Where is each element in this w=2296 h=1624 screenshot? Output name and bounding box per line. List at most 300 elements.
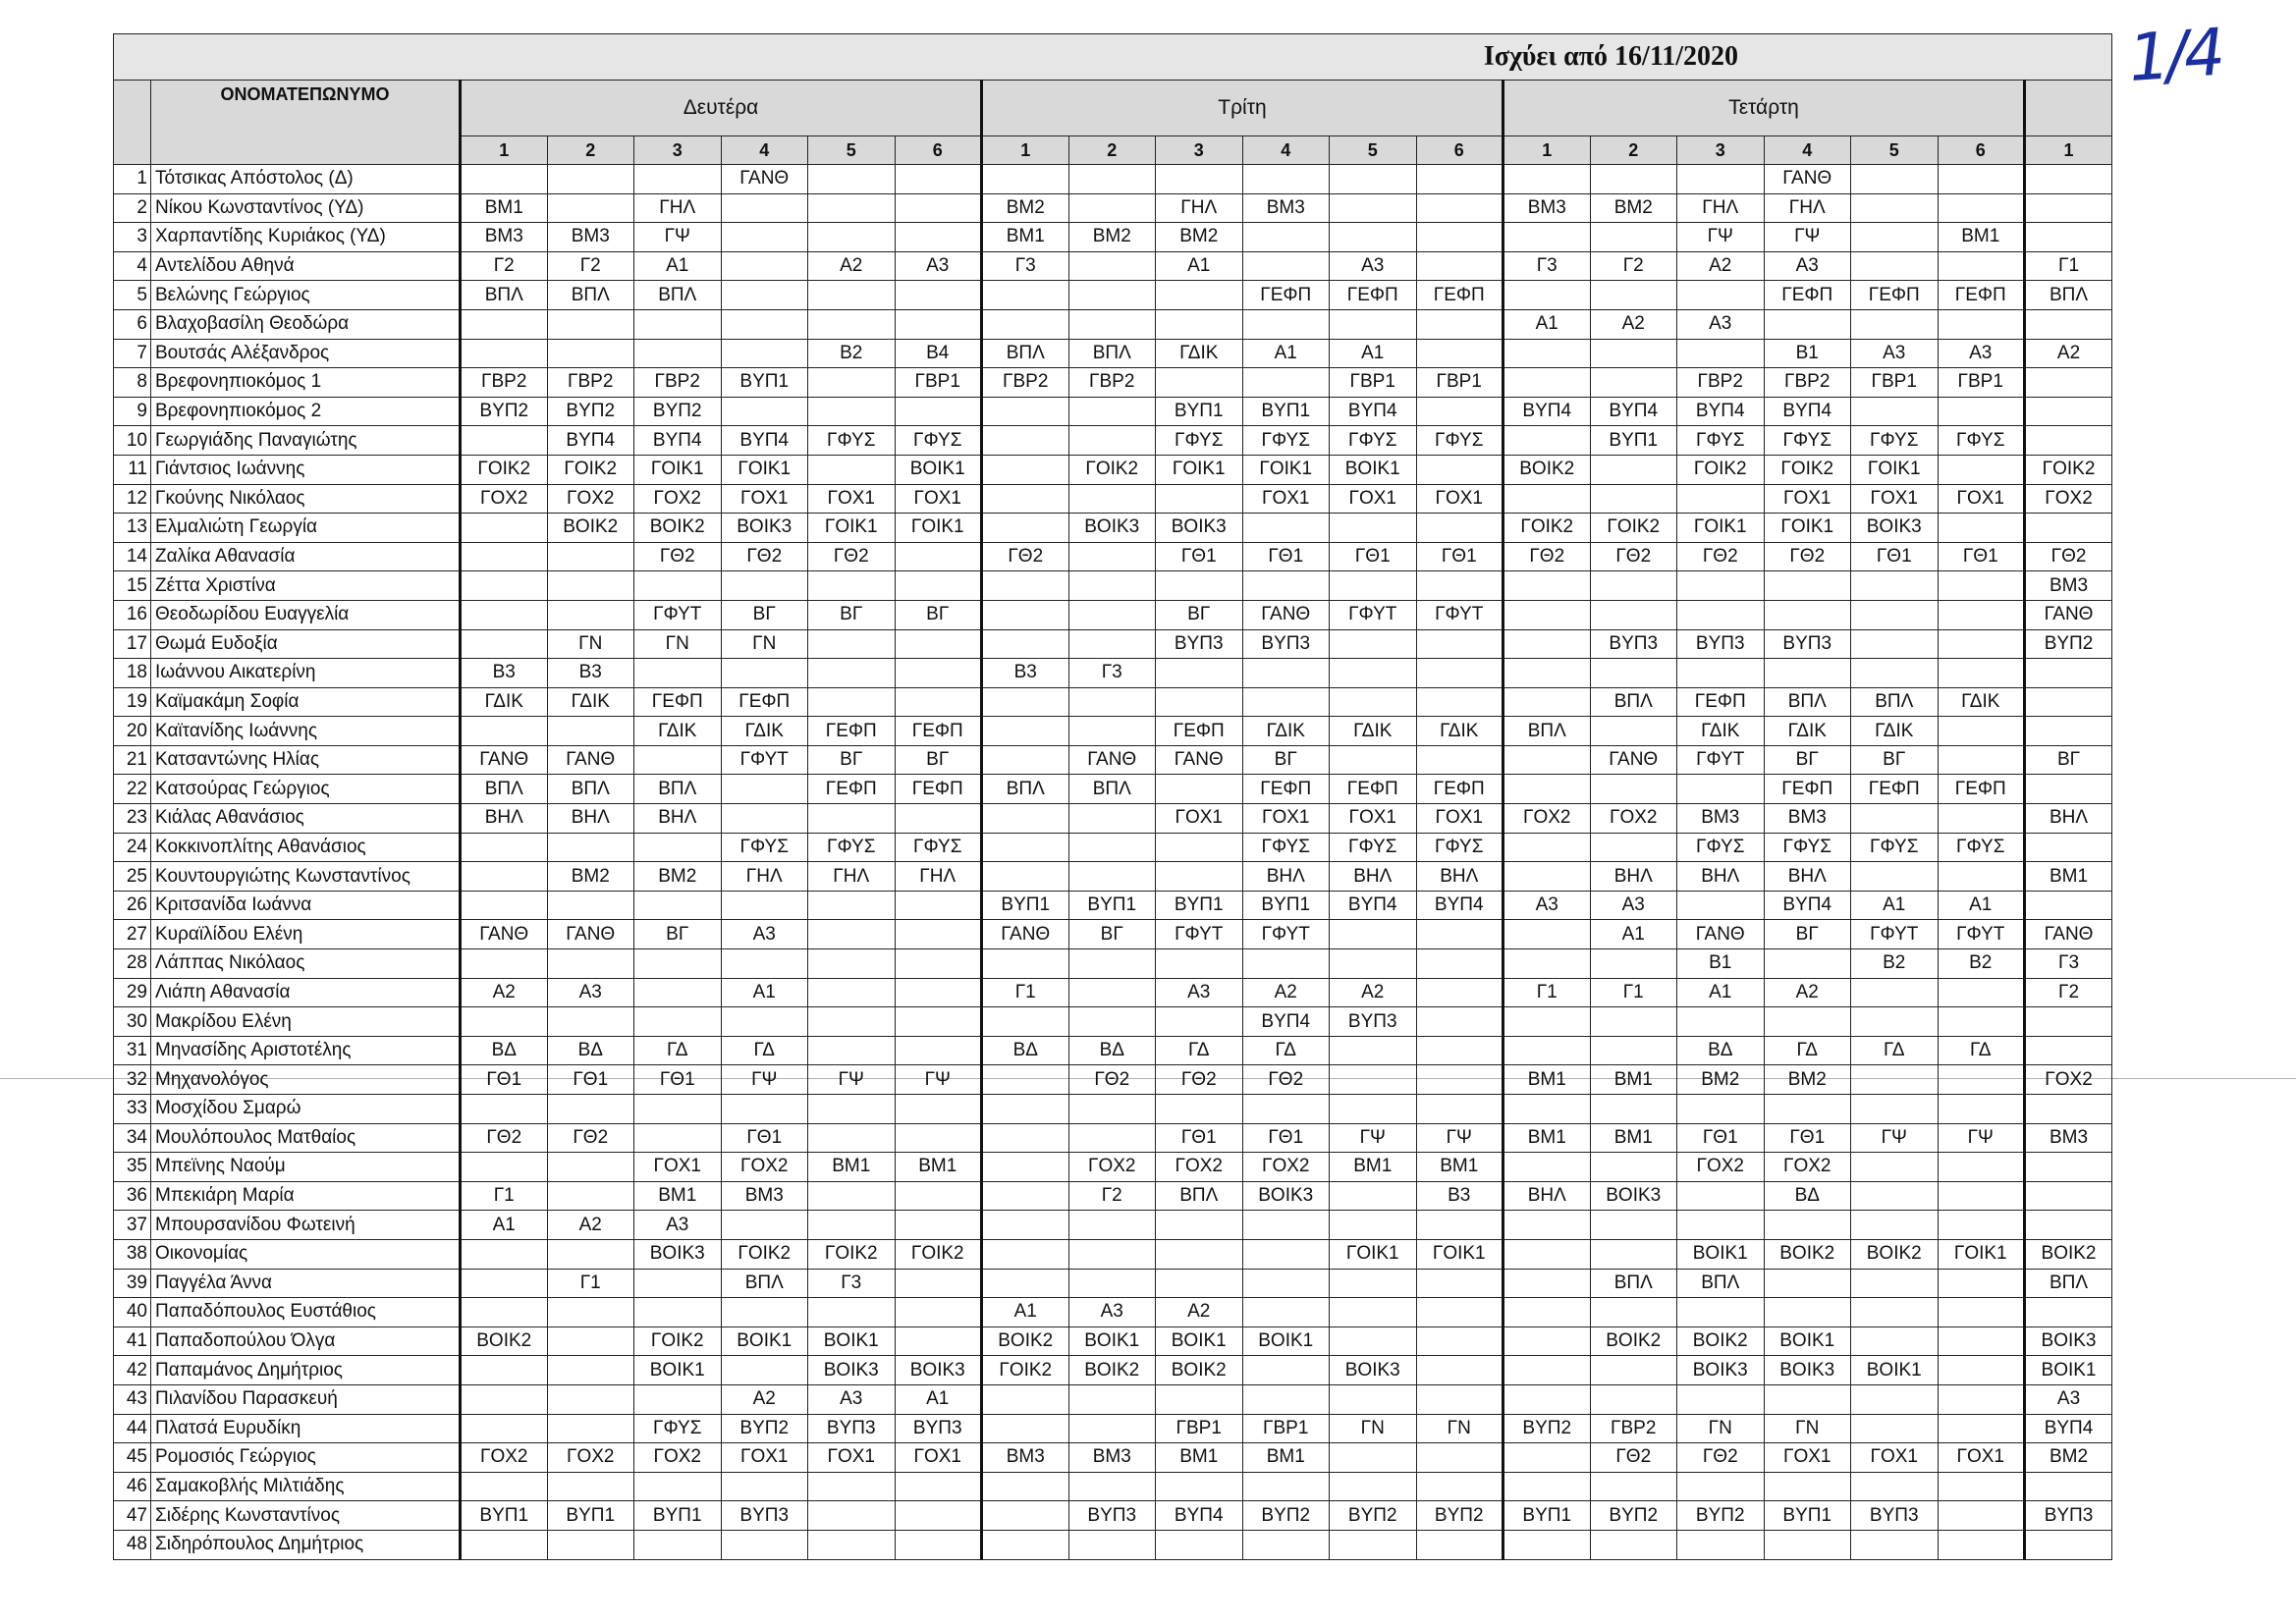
schedule-cell [634, 165, 722, 194]
schedule-cell: Α2 [1156, 1298, 1243, 1327]
schedule-cell [2025, 687, 2112, 717]
schedule-cell [1851, 629, 1939, 659]
schedule-cell [1068, 1239, 1156, 1269]
schedule-cell [808, 1181, 896, 1211]
schedule-cell [1330, 1384, 1417, 1414]
schedule-cell [547, 1356, 634, 1385]
schedule-cell [1242, 1239, 1330, 1269]
schedule-cell [982, 455, 1069, 484]
schedule-cell [1330, 571, 1417, 601]
schedule-cell [982, 426, 1069, 456]
schedule-cell: ΓΘ1 [1677, 1123, 1765, 1153]
schedule-cell: ΓΦΥΤ [1938, 920, 2025, 949]
schedule-cell [634, 1384, 722, 1414]
schedule-cell: ΒΥΠ4 [2025, 1414, 2112, 1443]
schedule-cell: ΒΟΙΚ3 [895, 1356, 982, 1385]
schedule-cell [1851, 251, 1939, 281]
table-row [114, 484, 2112, 514]
schedule-cell [1851, 397, 1939, 426]
teacher-name: Βουτσάς Αλέξανδρος [151, 339, 461, 368]
schedule-cell: Β3 [461, 659, 548, 688]
schedule-cell: ΓΔ [1242, 1036, 1330, 1065]
schedule-cell [1068, 949, 1156, 979]
schedule-cell: Α3 [721, 920, 808, 949]
schedule-cell: Α1 [1156, 251, 1243, 281]
schedule-cell: ΓΔΙΚ [1764, 717, 1851, 746]
schedule-cell: ΓΕΦΠ [1330, 281, 1417, 310]
period-header: 2 [1590, 136, 1677, 165]
schedule-cell: Α3 [808, 1384, 896, 1414]
schedule-cell: ΓΟΙΚ2 [1764, 455, 1851, 484]
schedule-cell: ΓΔ [1764, 1036, 1851, 1065]
schedule-cell [461, 862, 548, 892]
schedule-cell [1330, 1530, 1417, 1559]
schedule-cell: ΓΦΥΣ [895, 833, 982, 862]
schedule-cell [982, 1414, 1069, 1443]
row-number: 23 [114, 804, 151, 834]
schedule-cell [1590, 339, 1677, 368]
schedule-cell: ΒΥΠ1 [1764, 1501, 1851, 1531]
schedule-cell [895, 309, 982, 339]
schedule-cell [634, 833, 722, 862]
schedule-cell: ΓΦΥΣ [634, 1414, 722, 1443]
schedule-cell [1677, 659, 1765, 688]
schedule-cell [1938, 1298, 2025, 1327]
schedule-cell [461, 1153, 548, 1182]
teacher-name: Ζαλίκα Αθανασία [151, 542, 461, 571]
schedule-cell [721, 1356, 808, 1385]
schedule-cell [2025, 1298, 2112, 1327]
schedule-cell: ΒΜ1 [634, 1181, 722, 1211]
schedule-cell: ΓΕΦΠ [1416, 281, 1503, 310]
teacher-name: Πιλανίδου Παρασκευή [151, 1384, 461, 1414]
row-number: 46 [114, 1472, 151, 1501]
schedule-cell [1590, 775, 1677, 804]
schedule-cell: ΓΟΙΚ1 [1677, 514, 1765, 543]
schedule-cell: ΓΦΥΣ [1330, 426, 1417, 456]
teacher-name: Νίκου Κωνσταντίνος (ΥΔ) [151, 193, 461, 223]
schedule-cell [1503, 659, 1591, 688]
row-number: 10 [114, 426, 151, 456]
schedule-cell [1851, 1472, 1939, 1501]
schedule-cell: ΓΕΦΠ [895, 775, 982, 804]
schedule-cell [721, 1298, 808, 1327]
schedule-cell: Α1 [1851, 891, 1939, 920]
schedule-cell [1416, 1472, 1503, 1501]
schedule-cell [982, 514, 1069, 543]
schedule-cell: Α2 [808, 251, 896, 281]
schedule-cell: ΒΥΠ3 [721, 1501, 808, 1531]
schedule-cell [982, 309, 1069, 339]
schedule-cell: ΓΟΧ1 [808, 484, 896, 514]
schedule-cell [1503, 1326, 1591, 1356]
schedule-cell [1503, 484, 1591, 514]
schedule-cell: ΒΜ3 [1503, 193, 1591, 223]
schedule-cell [1851, 1269, 1939, 1298]
schedule-cell: ΓΟΙΚ1 [808, 514, 896, 543]
schedule-cell [1590, 1298, 1677, 1327]
schedule-cell [1416, 223, 1503, 252]
row-number: 47 [114, 1501, 151, 1531]
schedule-cell: ΒΟΙΚ2 [2025, 1239, 2112, 1269]
schedule-cell [1677, 1181, 1765, 1211]
schedule-cell [1242, 659, 1330, 688]
schedule-cell [634, 1095, 722, 1124]
schedule-cell [1938, 193, 2025, 223]
schedule-cell [1938, 514, 2025, 543]
schedule-cell: ΓΘ2 [1503, 542, 1591, 571]
row-number: 15 [114, 571, 151, 601]
schedule-cell [1590, 1472, 1677, 1501]
schedule-cell: ΓΟΧ1 [1938, 1443, 2025, 1473]
schedule-cell [808, 571, 896, 601]
schedule-cell: ΓΟΙΚ2 [982, 1356, 1069, 1385]
schedule-cell: ΒΟΙΚ3 [1590, 1181, 1677, 1211]
schedule-cell: ΒΟΙΚ3 [1156, 514, 1243, 543]
schedule-cell: ΒΥΠ4 [1416, 891, 1503, 920]
table-row [114, 1501, 2112, 1531]
schedule-cell: ΒΠΛ [461, 775, 548, 804]
schedule-cell [1156, 949, 1243, 979]
schedule-cell: ΓΟΙΚ2 [1590, 514, 1677, 543]
row-number: 35 [114, 1153, 151, 1182]
schedule-cell [1590, 1007, 1677, 1037]
schedule-cell: ΓΨ [1851, 1123, 1939, 1153]
schedule-cell [721, 949, 808, 979]
schedule-cell [895, 571, 982, 601]
schedule-cell [461, 514, 548, 543]
schedule-cell [1938, 1269, 2025, 1298]
schedule-cell: ΓΦΥΣ [1851, 833, 1939, 862]
schedule-cell: ΒΟΙΚ1 [2025, 1356, 2112, 1385]
schedule-cell: ΓΔΙΚ [461, 687, 548, 717]
schedule-cell [1938, 1211, 2025, 1240]
schedule-cell: ΒΔ [982, 1036, 1069, 1065]
valid-from-label: Ισχύει από 16/11/2020 [114, 34, 2112, 81]
schedule-cell: ΓΕΦΠ [1851, 281, 1939, 310]
schedule-cell [1416, 1356, 1503, 1385]
schedule-cell [1503, 745, 1591, 775]
schedule-cell [1330, 1065, 1417, 1095]
schedule-cell [461, 717, 548, 746]
schedule-cell [1416, 397, 1503, 426]
schedule-cell [1764, 309, 1851, 339]
schedule-cell [982, 949, 1069, 979]
schedule-cell: ΓΒΡ2 [1764, 368, 1851, 398]
schedule-cell [547, 833, 634, 862]
schedule-cell [1764, 1007, 1851, 1037]
schedule-cell: ΓΟΙΚ1 [1764, 514, 1851, 543]
schedule-cell: Α2 [1330, 978, 1417, 1007]
schedule-cell: ΒΥΠ2 [1590, 1501, 1677, 1531]
schedule-cell [1416, 687, 1503, 717]
schedule-cell [982, 1384, 1069, 1414]
teacher-name: Σαμακοβλής Μιλτιάδης [151, 1472, 461, 1501]
row-number: 31 [114, 1036, 151, 1065]
schedule-cell: ΒΗΛ [1503, 1181, 1591, 1211]
schedule-cell: ΓΑΝΘ [2025, 920, 2112, 949]
teacher-name: Μηχανολόγος [151, 1065, 461, 1095]
schedule-cell [1851, 1326, 1939, 1356]
schedule-cell [1068, 804, 1156, 834]
schedule-cell [1503, 949, 1591, 979]
row-number: 19 [114, 687, 151, 717]
schedule-cell: ΒΥΠ4 [721, 426, 808, 456]
schedule-cell: ΓΟΧ1 [1416, 804, 1503, 834]
schedule-cell: ΓΒΡ1 [1330, 368, 1417, 398]
schedule-cell: ΓΦΥΣ [1416, 833, 1503, 862]
schedule-cell: ΒΟΙΚ2 [1068, 1356, 1156, 1385]
schedule-cell [721, 1530, 808, 1559]
table-row [114, 659, 2112, 688]
schedule-cell [1938, 1384, 2025, 1414]
schedule-cell [895, 1530, 982, 1559]
schedule-cell: ΒΥΠ4 [1156, 1501, 1243, 1531]
schedule-cell [1764, 1472, 1851, 1501]
schedule-cell: ΓΟΧ1 [1851, 1443, 1939, 1473]
schedule-cell: ΓΔΙΚ [1416, 717, 1503, 746]
schedule-cell: ΓΟΙΚ2 [461, 455, 548, 484]
schedule-cell [1938, 804, 2025, 834]
schedule-cell: Γ1 [547, 1269, 634, 1298]
schedule-cell [1503, 1472, 1591, 1501]
schedule-cell: Α3 [895, 251, 982, 281]
schedule-cell [1503, 833, 1591, 862]
table-row [114, 775, 2112, 804]
schedule-cell [1503, 165, 1591, 194]
schedule-cell: ΓΝ [1330, 1414, 1417, 1443]
schedule-cell [721, 309, 808, 339]
row-number: 28 [114, 949, 151, 979]
schedule-cell [982, 281, 1069, 310]
table-row [114, 804, 2112, 834]
schedule-cell: ΒΜ3 [461, 223, 548, 252]
schedule-cell: ΓΨ [721, 1065, 808, 1095]
schedule-cell: Γ3 [1503, 251, 1591, 281]
schedule-cell: ΓΔΙΚ [1938, 687, 2025, 717]
schedule-cell [1938, 1153, 2025, 1182]
schedule-cell: ΓΟΧ1 [808, 1443, 896, 1473]
schedule-cell [1938, 1326, 2025, 1356]
schedule-cell [895, 659, 982, 688]
schedule-cell [1416, 251, 1503, 281]
schedule-cell [1503, 1036, 1591, 1065]
schedule-cell [1851, 1007, 1939, 1037]
schedule-cell: ΒΜ1 [982, 223, 1069, 252]
schedule-cell: Α2 [1764, 978, 1851, 1007]
schedule-cell [1590, 833, 1677, 862]
schedule-cell: ΓΔΙΚ [1156, 339, 1243, 368]
schedule-cell [1590, 1356, 1677, 1385]
row-number: 4 [114, 251, 151, 281]
schedule-cell [808, 1501, 896, 1531]
schedule-cell [1416, 514, 1503, 543]
schedule-cell: ΓΟΧ2 [1764, 1153, 1851, 1182]
schedule-cell: ΒΗΛ [547, 804, 634, 834]
schedule-cell [1503, 1443, 1591, 1473]
schedule-cell [982, 833, 1069, 862]
schedule-cell [2025, 193, 2112, 223]
schedule-cell [1068, 1414, 1156, 1443]
schedule-cell [1416, 745, 1503, 775]
schedule-cell [1416, 1095, 1503, 1124]
schedule-cell [982, 804, 1069, 834]
teacher-name: Παπαδοπούλου Όλγα [151, 1326, 461, 1356]
schedule-cell: ΓΝ [547, 629, 634, 659]
schedule-cell [982, 397, 1069, 426]
schedule-cell [1156, 862, 1243, 892]
schedule-cell: ΓΒΡ2 [1068, 368, 1156, 398]
schedule-cell [1416, 1036, 1503, 1065]
schedule-cell [1938, 455, 2025, 484]
schedule-sheet [113, 33, 2112, 1560]
teacher-name: Οικονομίας [151, 1239, 461, 1269]
schedule-cell: ΓΦΥΣ [808, 833, 896, 862]
schedule-cell: ΓΘ2 [1242, 1065, 1330, 1095]
schedule-cell [1068, 1472, 1156, 1501]
schedule-cell [547, 949, 634, 979]
schedule-cell: ΓΦΥΣ [1242, 833, 1330, 862]
schedule-cell [982, 600, 1069, 629]
schedule-cell [1590, 571, 1677, 601]
schedule-cell [1068, 629, 1156, 659]
table-row [114, 1269, 2112, 1298]
schedule-cell [547, 1530, 634, 1559]
schedule-cell: ΓΗΛ [721, 862, 808, 892]
schedule-cell [1242, 949, 1330, 979]
schedule-cell: Α3 [1851, 339, 1939, 368]
schedule-cell [895, 542, 982, 571]
table-row [114, 1384, 2112, 1414]
schedule-cell [808, 1472, 896, 1501]
schedule-cell [2025, 1007, 2112, 1037]
schedule-cell [1416, 1007, 1503, 1037]
schedule-cell: ΓΟΧ1 [1330, 804, 1417, 834]
schedule-cell [1068, 687, 1156, 717]
schedule-cell [895, 804, 982, 834]
schedule-cell: ΓΟΙΚ1 [1938, 1239, 2025, 1269]
schedule-cell [1677, 281, 1765, 310]
schedule-cell: ΒΟΙΚ3 [1242, 1181, 1330, 1211]
schedule-cell [1068, 571, 1156, 601]
row-number: 36 [114, 1181, 151, 1211]
schedule-cell: ΓΟΙΚ1 [721, 455, 808, 484]
row-number: 24 [114, 833, 151, 862]
schedule-cell: ΒΟΙΚ3 [1068, 514, 1156, 543]
schedule-cell [982, 717, 1069, 746]
row-number: 45 [114, 1443, 151, 1473]
schedule-cell: ΒΜ2 [1156, 223, 1243, 252]
schedule-cell: ΓΝ [1764, 1414, 1851, 1443]
schedule-cell [1330, 920, 1417, 949]
teacher-name: Μουλόπουλος Ματθαίος [151, 1123, 461, 1153]
schedule-cell: ΓΑΝΘ [461, 745, 548, 775]
schedule-cell [1330, 1472, 1417, 1501]
schedule-cell [982, 862, 1069, 892]
schedule-cell [1764, 571, 1851, 601]
schedule-cell: ΓΦΥΣ [1938, 426, 2025, 456]
schedule-cell [1330, 165, 1417, 194]
schedule-cell [1156, 1239, 1243, 1269]
schedule-cell [895, 1095, 982, 1124]
teacher-name: Σιδέρης Κωνσταντίνος [151, 1501, 461, 1531]
teacher-name: Μπουρσανίδου Φωτεινή [151, 1211, 461, 1240]
table-row [114, 368, 2112, 398]
schedule-cell [634, 339, 722, 368]
day-header-continued [2025, 81, 2112, 136]
schedule-cell: ΓΟΙΚ2 [1068, 455, 1156, 484]
schedule-cell [1068, 862, 1156, 892]
schedule-cell: Β2 [1851, 949, 1939, 979]
schedule-cell: ΒΓ [721, 600, 808, 629]
schedule-cell [1677, 1384, 1765, 1414]
schedule-cell: ΓΦΥΤ [1416, 600, 1503, 629]
period-header: 6 [1416, 136, 1503, 165]
schedule-cell [1330, 193, 1417, 223]
schedule-cell [1764, 659, 1851, 688]
schedule-cell: ΒΥΠ1 [1242, 397, 1330, 426]
schedule-cell [1851, 1384, 1939, 1414]
row-number: 21 [114, 745, 151, 775]
schedule-cell: ΓΗΛ [1764, 193, 1851, 223]
schedule-cell [1156, 309, 1243, 339]
schedule-cell: ΒΠΛ [1590, 687, 1677, 717]
schedule-cell: ΓΦΥΤ [721, 745, 808, 775]
schedule-cell: ΒΟΙΚ1 [1764, 1326, 1851, 1356]
schedule-cell [1156, 368, 1243, 398]
schedule-cell: ΓΟΧ2 [1590, 804, 1677, 834]
schedule-cell: ΒΜ2 [1590, 193, 1677, 223]
table-row [114, 949, 2112, 979]
schedule-cell: ΒΥΠ4 [1330, 891, 1417, 920]
teacher-name: Κοκκινοπλίτης Αθανάσιος [151, 833, 461, 862]
schedule-cell [2025, 1530, 2112, 1559]
schedule-cell: Α2 [461, 978, 548, 1007]
schedule-cell: ΓΘ2 [1764, 542, 1851, 571]
schedule-cell: ΓΦΥΤ [1242, 920, 1330, 949]
schedule-cell [1938, 978, 2025, 1007]
schedule-cell [634, 978, 722, 1007]
schedule-cell: ΒΟΙΚ2 [634, 514, 722, 543]
schedule-cell: ΒΥΠ2 [1677, 1501, 1765, 1531]
schedule-cell: ΓΟΙΚ1 [895, 514, 982, 543]
schedule-cell [1677, 1007, 1765, 1037]
schedule-cell [1416, 339, 1503, 368]
schedule-cell: ΓΟΧ1 [721, 484, 808, 514]
schedule-cell: ΒΜ1 [1416, 1153, 1503, 1182]
schedule-cell: ΒΠΛ [1851, 687, 1939, 717]
schedule-cell [1851, 804, 1939, 834]
schedule-cell: ΓΦΥΣ [1677, 426, 1765, 456]
schedule-cell: ΓΘ2 [1590, 1443, 1677, 1473]
schedule-cell: ΓΘ2 [982, 542, 1069, 571]
teacher-name: Κριτσανίδα Ιωάννα [151, 891, 461, 920]
schedule-cell: Γ2 [547, 251, 634, 281]
schedule-cell: ΓΟΧ2 [1068, 1153, 1156, 1182]
schedule-cell: ΓΨ [1677, 223, 1765, 252]
schedule-cell: ΒΥΠ2 [1503, 1414, 1591, 1443]
schedule-cell: ΒΠΛ [634, 281, 722, 310]
schedule-cell: ΒΥΠ2 [2025, 629, 2112, 659]
day-header: Τρίτη [982, 81, 1503, 136]
schedule-cell [634, 309, 722, 339]
schedule-cell: ΓΒΡ1 [1416, 368, 1503, 398]
schedule-cell [1068, 1384, 1156, 1414]
schedule-cell [547, 717, 634, 746]
row-number: 30 [114, 1007, 151, 1037]
schedule-cell [1851, 165, 1939, 194]
schedule-cell: ΓΔ [1156, 1036, 1243, 1065]
